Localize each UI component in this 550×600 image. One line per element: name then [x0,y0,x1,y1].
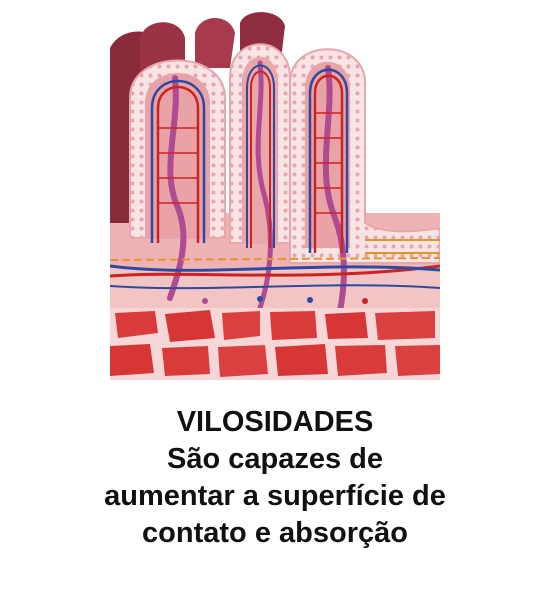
caption-line-1: São capazes de [167,443,383,475]
caption [0,404,550,552]
caption-line-3: contato e absorção [142,517,408,549]
muscle-layer [110,308,440,380]
caption-title: VILOSIDADES [176,406,374,438]
caption-line-2: aumentar a superfície de [104,480,446,512]
intestinal-villi-illustration [110,8,440,380]
